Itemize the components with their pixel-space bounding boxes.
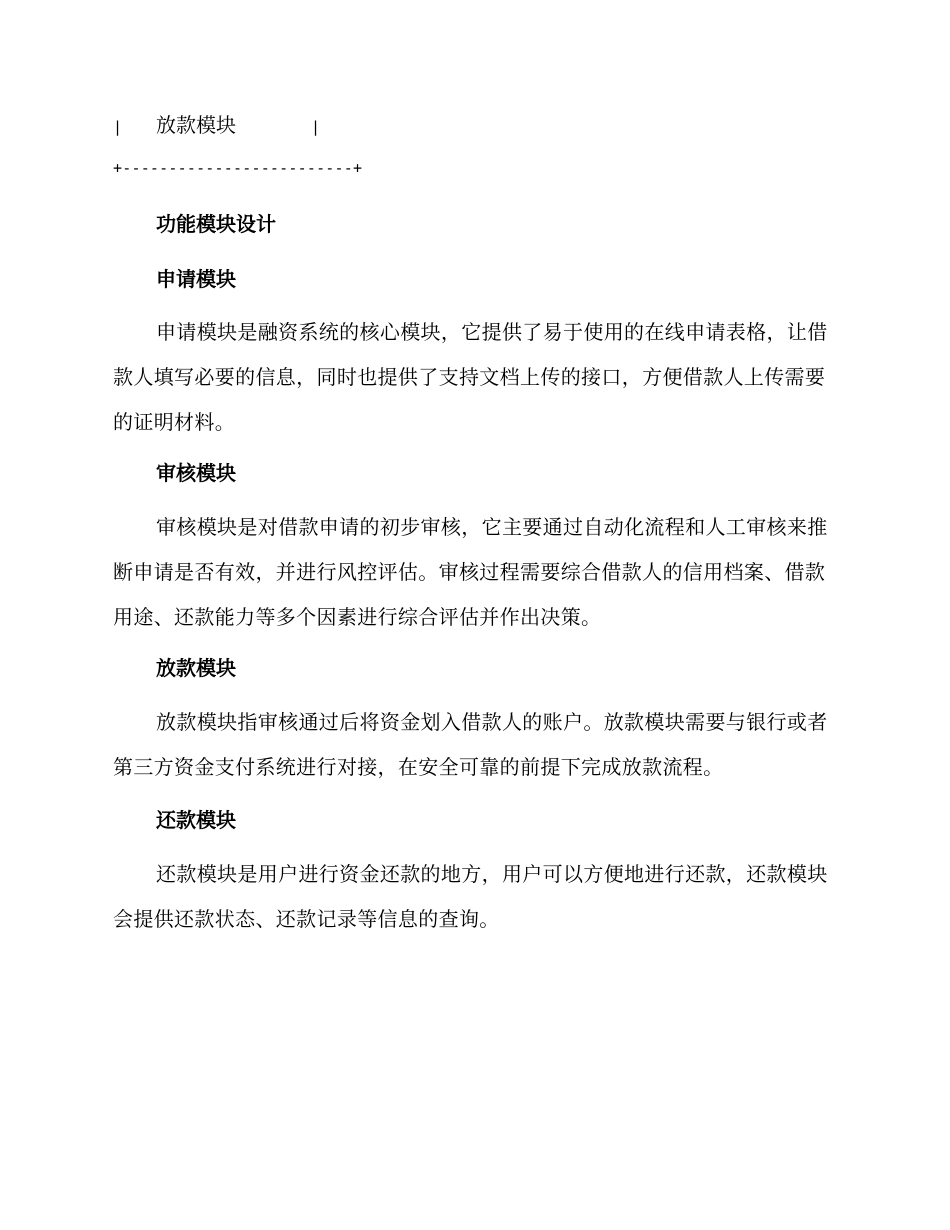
- section-heading-review: 审核模块: [156, 461, 236, 485]
- section-heading-disbursement: 放款模块: [156, 656, 236, 680]
- section-heading-application: 申请模块: [156, 267, 236, 291]
- ascii-box-label: 放款模块: [156, 113, 236, 137]
- section-title: 功能模块设计: [156, 212, 276, 236]
- section-body-repayment: 还款模块是用户进行资金还款的地方，用户可以方便地进行还款，还款模块会提供还款状态、还款记录等信息的查询。: [113, 862, 828, 931]
- ascii-box-left-bar: |: [113, 118, 123, 136]
- section-heading-repayment: 还款模块: [156, 808, 236, 832]
- ascii-box-right-bar: |: [311, 118, 321, 136]
- section-body-disbursement: 放款模块指审核通过后将资金划入借款人的账户。放款模块需要与银行或者第三方资金支付系统进行对接，在安全可靠的前提下完成放款流程。: [113, 710, 828, 779]
- ascii-box-bottom-border: +-------------------------+: [113, 159, 363, 177]
- section-body-review: 审核模块是对借款申请的初步审核，它主要通过自动化流程和人工审核来推断申请是否有效，并进行风控评估。审核过程需要综合借款人的信用档案、借款用途、还款能力等多个因素进行综合评估并作出决策。: [113, 515, 828, 629]
- section-body-application: 申请模块是融资系统的核心模块，它提供了易于使用的在线申请表格，让借款人填写必要的信息，同时也提供了支持文档上传的接口，方便借款人上传需要的证明材料。: [113, 320, 828, 434]
